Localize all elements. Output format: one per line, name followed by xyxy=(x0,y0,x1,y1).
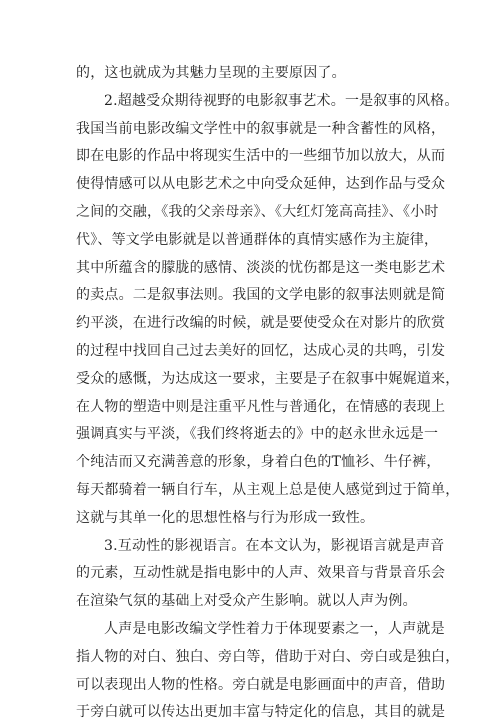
text-line: 约平淡，在进行改编的时候，就是要使受众在对影片的欣赏 xyxy=(76,315,446,332)
paragraph-first-line: 人声是电影改编文学性着力于体现要素之一，人声就是 xyxy=(104,620,445,637)
text-line: 之间的交融，《我的父亲母亲》、《大红灯笼高高挂》、《小时 xyxy=(76,203,439,220)
text-line: 在渲染气氛的基础上对受众产生影响。就以人声为例。 xyxy=(76,593,417,610)
text-line: 强调真实与平淡，《我们终将逝去的》中的赵永世永远是一 xyxy=(76,426,439,443)
text-line: 代》、等文学电影就是以普通群体的真情实感作为主旋律， xyxy=(76,231,439,248)
text-line: 于旁白就可以传达出更加丰富与特定化的信息，其目的就是 xyxy=(76,704,446,721)
text-line: 这就与其单一化的思想性格与行为形成一致性。 xyxy=(76,509,375,526)
text-line: 的过程中找回自己过去美好的回忆，达成心灵的共鸣，引发 xyxy=(76,342,446,359)
paragraph-heading-line: 2.超越受众期待视野的电影叙事艺术。一是叙事的风格。 xyxy=(104,92,459,109)
text-line: 的元素，互动性就是指电影中的人声、效果音与背景音乐会 xyxy=(76,565,446,582)
text-line: 指人物的对白、独白、旁白等，借助于对白、旁白或是独白， xyxy=(76,648,460,665)
text-line: 的，这也就成为其魅力呈现的主要原因了。 xyxy=(76,65,346,81)
text-line: 使得情感可以从电影艺术之中向受众延伸，达到作品与受众 xyxy=(76,176,446,193)
paragraph-heading-line: 3.互动性的影视语言。在本文认为，影视语言就是声音 xyxy=(104,537,445,554)
text-line: 其中所蕴含的朦胧的感情、淡淡的忧伤都是这一类电影艺术 xyxy=(76,259,446,276)
text-line: 即在电影的作品中将现实生活中的一些细节加以放大，从而 xyxy=(76,148,446,165)
text-line: 的卖点。二是叙事法则。我国的文学电影的叙事法则就是简 xyxy=(76,287,446,304)
text-line: 在人物的塑造中则是注重平凡性与普通化，在情感的表现上 xyxy=(76,398,446,415)
text-line: 我国当前电影改编文学性中的叙事就是一种含蓄性的风格， xyxy=(76,120,446,137)
document-body xyxy=(76,60,460,727)
text-line: 受众的感慨，为达成这一要求，主要是子在叙事中娓娓道来， xyxy=(76,370,460,387)
text-line: 可以表现出人物的性格。旁白就是电影画面中的声音，借助 xyxy=(76,676,446,693)
text-line: 每天都骑着一辆自行车，从主观上总是使人感觉到过于简单， xyxy=(76,481,460,498)
text-line: 个纯洁而又充满善意的形象，身着白色的T恤衫、牛仔裤， xyxy=(76,454,441,471)
